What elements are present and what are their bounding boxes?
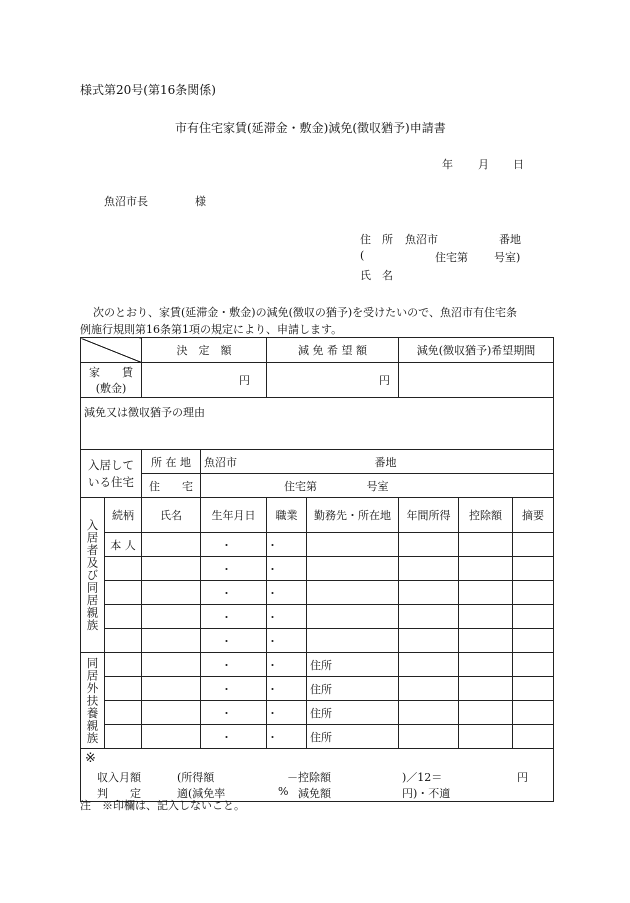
footer-judgment-label: 判 定 (97, 787, 141, 800)
decision-amount-cell (142, 363, 267, 398)
footer-eligible: 適(減免率 (177, 787, 226, 800)
birthdate-dots: ・ ・ (201, 629, 267, 653)
dependent-address: 住所 (307, 677, 399, 701)
self-relation: 本 人 (105, 533, 142, 557)
applicant-address-label: 住 所 (360, 233, 393, 246)
dependents-side-label: 同居外扶養親族 (85, 656, 100, 745)
table-row (81, 605, 554, 629)
dependents-side-cell (81, 653, 105, 749)
header-requested: 減 免 希 望 額 (267, 338, 399, 363)
birthdate-dots: ・ ・ (201, 605, 267, 629)
applicant-paren: ( (360, 249, 365, 262)
rent-sub-label: (敷金) (95, 382, 127, 395)
dependent-address: 住所 (307, 725, 399, 749)
col-deduction: 控除額 (459, 498, 513, 533)
housing-room: 号室 (366, 479, 389, 493)
footer-div12: )／12＝ (402, 771, 443, 784)
members-side-cell (81, 498, 105, 653)
applicant-room-label: 号室) (494, 251, 521, 264)
intro-line-2: 例施行規則第16条第1項の規定により、申請します。 (80, 323, 343, 336)
table-row (81, 533, 554, 557)
birthdate-dots: ・ ・ (201, 725, 267, 749)
location-value-cell (201, 450, 554, 474)
form-number: 様式第20号(第16条関係) (80, 83, 216, 97)
footer-mark: ※ (85, 751, 96, 766)
header-decision: 決 定 額 (142, 338, 267, 363)
footer-percent: % (278, 785, 289, 798)
requested-yen: 円 (379, 374, 390, 387)
col-annual-income: 年間所得 (399, 498, 459, 533)
addressee-name: 魚沼市長 (104, 195, 148, 208)
applicant-name-label: 氏 名 (360, 269, 393, 282)
residence-label-cell (81, 450, 142, 498)
housing-label: 住 宅 (142, 474, 201, 498)
housing-number: 住宅第 (284, 479, 317, 493)
col-workplace: 勤務先・所在地 (307, 498, 399, 533)
form-title: 市有住宅家賃(延滞金・敷金)減免(徴収猶予)申請書 (175, 121, 446, 135)
footer-yen: 円 (517, 771, 528, 784)
footer-minus-deduction: －控除額 (287, 771, 331, 784)
header-diagonal-cell (81, 338, 142, 363)
col-birthdate: 生年月日 (201, 498, 267, 533)
requested-amount-cell (267, 363, 399, 398)
judgment-cell (81, 749, 554, 802)
birthdate-dots: ・ ・ (201, 557, 267, 581)
table-row (81, 677, 554, 701)
table-row (81, 725, 554, 749)
applicant-housing-label: 住宅第 (435, 251, 468, 264)
table-row (81, 701, 554, 725)
header-period: 減免(徴収猶予)希望期間 (399, 338, 554, 363)
date-day: 日 (513, 158, 524, 171)
footer-income: (所得額 (177, 771, 215, 784)
col-name: 氏名 (142, 498, 201, 533)
reason-cell (81, 398, 554, 450)
footnote: 注 ※印欄は、記入しないこと。 (80, 799, 245, 812)
table-row (81, 557, 554, 581)
footer-reduction: 減免額 (298, 787, 331, 800)
rent-label-cell (81, 363, 142, 398)
table-row (81, 629, 554, 653)
applicant-address-city: 魚沼市 (405, 233, 438, 246)
addressee-honorific: 様 (195, 195, 206, 208)
dependent-address: 住所 (307, 653, 399, 677)
footer-ineligible: 円)・不適 (402, 787, 451, 800)
intro-line-1: 次のとおり、家賃(延滞金・敷金)の減免(徴収の猶予)を受けたいので、魚沼市有住宅条 (93, 306, 517, 319)
birthdate-dots: ・ ・ (201, 701, 267, 725)
rent-label: 家 賃 (89, 366, 133, 379)
location-banchi: 番地 (374, 455, 397, 469)
residence-label-line2: いる住宅 (88, 474, 134, 489)
table-row (81, 653, 554, 677)
reason-label: 減免又は徴収猶予の理由 (84, 406, 205, 419)
birthdate-dots: ・ ・ (201, 653, 267, 677)
location-city: 魚沼市 (204, 455, 237, 469)
table-row (81, 581, 554, 605)
footer-monthly-label: 収入月額 (97, 771, 141, 784)
decision-yen: 円 (239, 374, 250, 387)
residence-label-line1: 入居して (88, 457, 134, 472)
date-month: 月 (478, 158, 489, 171)
housing-value-cell (201, 474, 554, 498)
date-year: 年 (442, 158, 453, 171)
dependent-address: 住所 (307, 701, 399, 725)
col-occupation: 職業 (267, 498, 307, 533)
birthdate-dots: ・ ・ (201, 581, 267, 605)
col-relation: 続柄 (105, 498, 142, 533)
birthdate-dots: ・ ・ (201, 677, 267, 701)
location-label: 所 在 地 (142, 450, 201, 474)
application-table (80, 337, 554, 802)
birthdate-dots: ・ ・ (201, 533, 267, 557)
members-side-label: 入居者及び同居親族 (85, 518, 100, 632)
period-cell (399, 363, 554, 398)
applicant-banchi: 番地 (499, 233, 521, 246)
col-remarks: 摘要 (513, 498, 554, 533)
